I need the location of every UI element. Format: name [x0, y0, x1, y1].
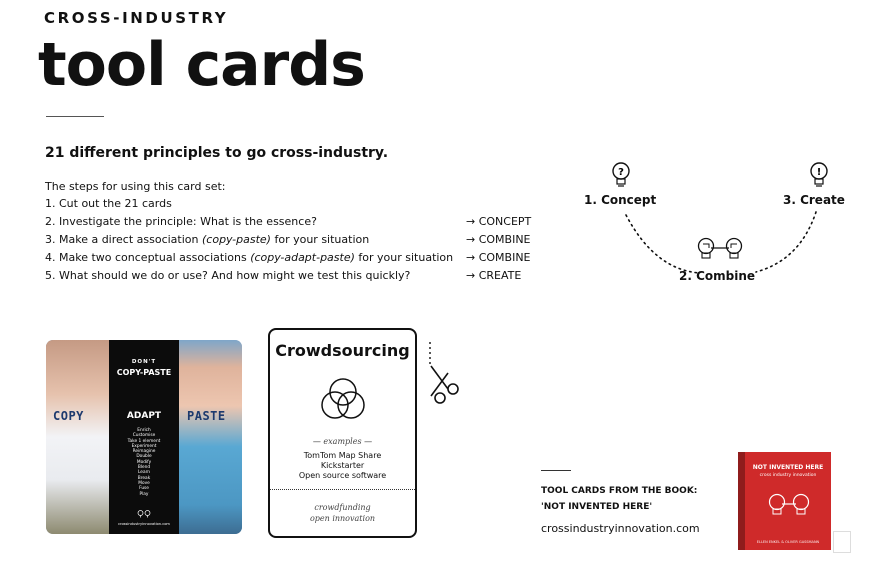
- step-text: 2. Investigate the principle: What is the essence?: [45, 215, 317, 228]
- verb: Play: [139, 491, 149, 497]
- connected-bulbs-icon: [699, 239, 742, 259]
- verb: Break: [137, 475, 151, 481]
- step-tag-create: → CREATE: [466, 269, 522, 282]
- example-item: TomTom Map Share: [303, 451, 382, 460]
- svg-text:?: ?: [618, 167, 624, 178]
- lightbulb-exclamation-icon: [811, 163, 827, 186]
- copy-paste-label: COPY-PASTE: [116, 368, 172, 377]
- verb: Modify: [136, 459, 152, 465]
- step-text-tail: for your situation: [270, 233, 370, 246]
- website-link[interactable]: crossindustryinnovation.com: [541, 522, 700, 535]
- book-info-divider: [541, 470, 571, 471]
- stage-combine: 2. Combine: [679, 269, 756, 283]
- scissors-cut-line: [424, 340, 464, 406]
- example-item: Open source software: [298, 471, 387, 480]
- step-emphasis: (copy-paste): [202, 233, 271, 246]
- crowdsourcing-card: [268, 328, 417, 538]
- book-bulbs-icon: [767, 492, 811, 522]
- book-cover-subtitle: cross industry innovation: [759, 473, 817, 478]
- overlapping-circles-icon: [320, 376, 366, 422]
- step-emphasis: (copy-adapt-paste): [250, 251, 355, 264]
- step-text: 1. Cut out the 21 cards: [45, 197, 172, 210]
- card-footer-divider: [270, 489, 415, 490]
- verb: Move: [138, 480, 150, 486]
- copy-shirt-text: COPY: [53, 409, 84, 423]
- step-tag-concept: → CONCEPT: [466, 215, 532, 228]
- subtitle: 21 different principles to go cross-industry.: [45, 145, 389, 161]
- dotted-arc-right: [756, 212, 816, 272]
- baby-photo-right: [179, 340, 242, 534]
- book-line-2: 'NOT INVENTED HERE': [541, 502, 653, 512]
- steps-heading: The steps for using this card set:: [45, 180, 226, 193]
- scan-artifact: [833, 531, 851, 553]
- adapt-verbs: [109, 428, 179, 497]
- step-2: [45, 215, 317, 228]
- book-cover-title: NOT INVENTED HERE: [752, 464, 824, 471]
- adapt-strip: [109, 340, 179, 534]
- book-cover-authors: ELLEN ENKEL & OLIVER GASSMANN: [756, 540, 820, 544]
- copy-adapt-paste-card: [46, 340, 242, 534]
- verb: Reimagine: [132, 449, 156, 455]
- book-cover: [745, 452, 831, 550]
- paste-shirt-text: PASTE: [187, 409, 226, 423]
- verb: Customise: [132, 433, 156, 439]
- examples-label: — examples —: [312, 437, 373, 446]
- kicker-heading: CROSS-INDUSTRY: [44, 9, 229, 27]
- verb: Take 1 element: [127, 438, 161, 444]
- verb: Fuse: [139, 486, 149, 492]
- step-5: [45, 269, 410, 282]
- verb: Blend: [137, 465, 151, 471]
- step-text: 3. Make a direct association: [45, 233, 202, 246]
- card-title: Crowdsourcing: [275, 341, 410, 360]
- step-text: 5. What should we do or use? And how might we test this quickly?: [45, 269, 411, 282]
- footer-tag: crowdfunding: [314, 503, 371, 512]
- step-1: [45, 197, 172, 210]
- step-tag-combine-2: → COMBINE: [466, 251, 531, 264]
- verb: Learn: [137, 470, 150, 476]
- page-title: tool cards: [38, 30, 365, 100]
- stage-create: 3. Create: [783, 193, 845, 207]
- lightbulb-question-icon: [613, 163, 629, 186]
- step-4: [45, 251, 453, 264]
- scissors-icon: [431, 366, 458, 403]
- small-bulbs-icon: [137, 510, 151, 518]
- step-text-tail: for your situation: [354, 251, 454, 264]
- step-text: 4. Make two conceptual associations: [45, 251, 251, 264]
- adapt-label: ADAPT: [126, 411, 162, 421]
- svg-text:!: !: [816, 167, 822, 178]
- dont-label: DON'T: [131, 359, 157, 365]
- verb: Double: [136, 454, 152, 460]
- verb: Enrich: [137, 428, 151, 433]
- step-tag-combine: → COMBINE: [466, 233, 531, 246]
- title-divider: [46, 116, 104, 117]
- card-url: crossindustryinnovation.com: [118, 522, 170, 526]
- footer-tag: open innovation: [309, 514, 376, 523]
- book-line-1: TOOL CARDS FROM THE BOOK:: [541, 486, 698, 496]
- verb: Experiment: [131, 443, 157, 449]
- step-3: [45, 233, 369, 246]
- stage-concept: 1. Concept: [584, 193, 657, 207]
- example-item: Kickstarter: [320, 461, 365, 470]
- dotted-arc-left: [626, 215, 700, 273]
- baby-photo-left: [46, 340, 109, 534]
